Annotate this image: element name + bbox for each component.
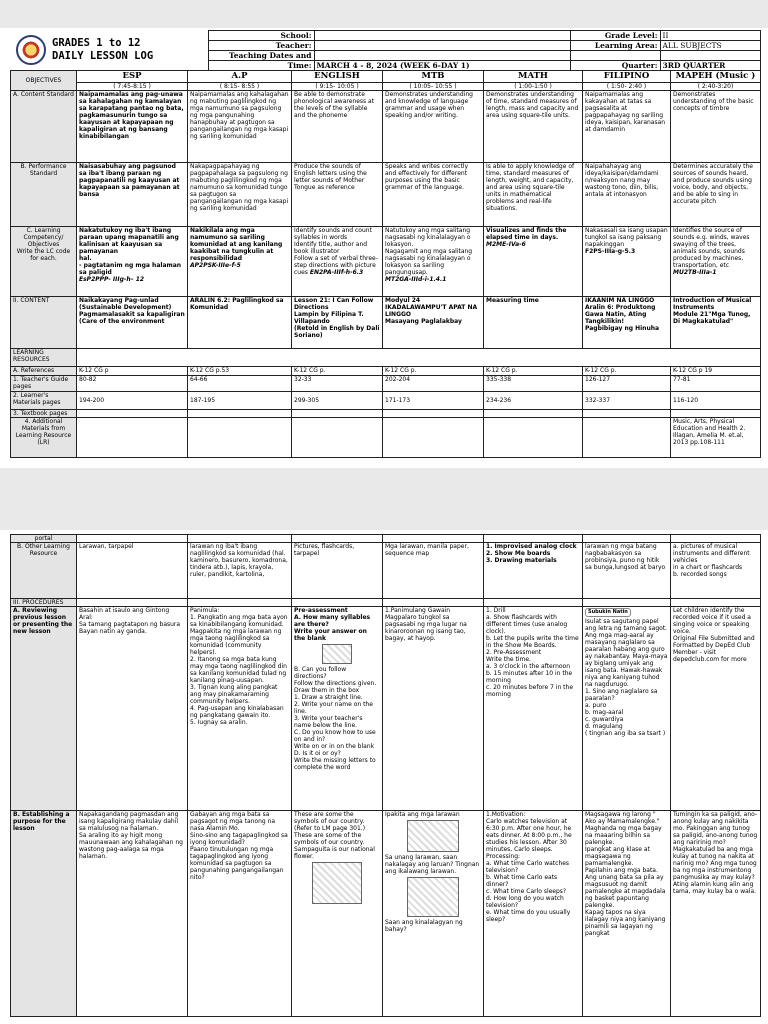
competency-esp-text: Nakatutukoy ng iba't ibang paraan upang mapanatili ang kalinisan at kaayusan sa pamayanan hal. - pagtatanim ng mga halaman sa paligid — [79, 227, 182, 276]
teacher-value — [314, 41, 570, 51]
content-math: Measuring time — [484, 297, 583, 349]
competency-mapeh-code: MU2TB-IIIa-1 — [673, 269, 717, 276]
row-establishing — [11, 811, 761, 1017]
row-performance-standard — [11, 163, 761, 227]
references-ap: K-12 CG p.53 — [188, 367, 292, 376]
subukin-natin-tag: Subukin Natin — [585, 608, 631, 617]
other-mapeh: a. pictures of musical instruments and different vehicles in a chart or flashcards b. recorded songs — [671, 543, 761, 599]
lm-filipino: 332-337 — [583, 392, 671, 410]
competency-math-text: Visualizes and finds the elapsed time in days. — [486, 227, 567, 241]
reviewing-math: 1. Drill a. Show flashcards with different times (use analog clock). b. Let the pupils write the time in the Show Me Boards. 2. Pre-Assessment Write the time. a. 3 o'clock in the afternoon b. 15 minutes after 10 in the morning c. 20 minutes before 7 in the morning — [484, 607, 583, 811]
other-esp: Larawan, tarpapel — [77, 543, 188, 599]
lesson-log-page-2 — [0, 530, 768, 1024]
other-math: 1. Improvised analog clock 2. Show Me boards 3. Drawing materials — [484, 543, 583, 599]
reviewing-english-extra: B. Can you follow directions? Follow the directions given. Draw them in the box 1. Draw a straight line. 2. Write your name on the line. 3. Write your teacher's name below the line. C. Do you know how to use on and in? Write on or in on the blank D. Is it oi or oy? Write the missing letters to complete the word — [294, 666, 377, 771]
time-filipino: ( 1:50- 2:40 ) — [583, 83, 671, 91]
time-english: ( 9:15- 10:05 ) — [292, 83, 383, 91]
row-references — [11, 367, 761, 376]
references-math: K-12 CG p. — [484, 367, 583, 376]
competency-esp — [77, 227, 188, 297]
tg-filipino: 126-127 — [583, 376, 671, 392]
content-standard-filipino: Naipamamalas ang kakayahan at tatas sa pagsasalita at pagpapahayag ng sariling ideya, kaisipan, karanasan at damdamin — [583, 91, 671, 163]
row-textbook — [11, 410, 761, 418]
time-ap: ( 8:15- 8:55 ) — [188, 83, 292, 91]
subject-math: MATH — [484, 71, 583, 83]
references-filipino: K-12 CG p. — [583, 367, 671, 376]
establishing-esp: Napakagandang pagmasdan ang isang kapaligirang makulay dahil sa malulusog na halaman. Sa araling ito ay higit mong mauunawaan ang kahalagahan ng wastong pag-aalaga sa mga halaman. — [77, 811, 188, 1017]
learners-materials-label: 2. Learner's Materials pages — [11, 392, 77, 410]
row-other-resources — [11, 543, 761, 599]
school-label: School: — [208, 31, 314, 41]
performance-standard-esp: Naisasabuhay ang pagsunod sa iba't ibang paraan ng pagpapanatili ng kaayusan at kapayapaan sa pamayanan at bansa — [77, 163, 188, 227]
subject-esp: ESP — [77, 71, 188, 83]
establishing-filipino: Magsagawa ng larong " Ako ay Mamamalengke." Maghanda ng mga bagay na maaaring bilhin sa palengke. Ipangkat ang klase at magsagawa ng pamamalengke. Papilahin ang mga bata. Ang unang bata sa pila ay magsusuot ng damit pamalengke at magdadala ng basket papuntang palengke. Kapag tapos na siya ilalagay niya ang kaniyang pinamili sa lagayan ng pangkat — [583, 811, 671, 1017]
references-english: K-12 CG p. — [292, 367, 383, 376]
lesson-table-1 — [10, 70, 761, 458]
content-standard-math: Demonstrates understanding of time, standard measures of length, mass and capacity and area using square-tile units. — [484, 91, 583, 163]
performance-standard-label: B. Performance Standard — [11, 163, 77, 227]
competency-math-code: M2ME-IVa-6 — [486, 241, 526, 248]
lm-math: 234-236 — [484, 392, 583, 410]
mtb-caption-1: Sa unang larawan, saan nakalagay ang laruan? Tingnan ang ikalawang larawan. — [385, 854, 480, 875]
competencies-label-text: C. Learning Competency/ Objectives — [23, 227, 64, 248]
dates-value: MARCH 4 - 8, 2024 (WEEK 6-DAY 1) — [314, 61, 570, 71]
subject-ap: A.P — [188, 71, 292, 83]
content-ap: ARALIN 6.2: Paglilingkod sa Komunidad — [188, 297, 292, 349]
lm-mapeh: 116-120 — [671, 392, 761, 410]
teachers-guide-label: 1. Teacher's Guide pages — [11, 376, 77, 392]
teacher-label: Teacher: — [208, 41, 314, 51]
competency-mtb — [383, 227, 484, 297]
portal-label: portal — [11, 535, 77, 543]
tg-english: 32-33 — [292, 376, 383, 392]
learning-resources-label: LEARNING RESOURCES — [11, 349, 77, 367]
competency-english-text: Identify sounds and count syllables in words Identify title, author and book illustrator Follow a set of verbal three-step directions with picture cues — [294, 227, 378, 276]
establishing-mtb-text: Ipakita ang mga larawan — [385, 811, 460, 818]
house-picture — [407, 877, 459, 917]
references-label: A. References — [11, 367, 77, 376]
competency-ap — [188, 227, 292, 297]
school-value — [314, 31, 570, 41]
time-esp: ( 7:45-8:15 ) — [77, 83, 188, 91]
reviewing-english — [292, 607, 383, 811]
performance-standard-ap: Nakapagpapahayag ng pagpapahalaga sa pagsulong ng mabuting paglilingkod ng mga namumuno sa komunidad tungo sa pagtugon sa pangangailangan ng mga kasapi ng sariling komunidad — [188, 163, 292, 227]
subject-mapeh: MAPEH (Music ) — [671, 71, 761, 83]
competency-filipino — [583, 227, 671, 297]
textbook-label: 3. Textbook pages — [11, 410, 77, 418]
competency-ap-code: AP2PSK-IIIe-f-5 — [190, 262, 241, 269]
time-label: Time: — [208, 61, 314, 71]
header-logo-title — [10, 31, 208, 71]
dates-label: Teaching Dates and — [208, 51, 314, 61]
establishing-math: 1.Motivation: Carlo watches television at 6:30 p.m. After one hour, he eats dinner. At 8:00 p.m., he studies his lesson. After 30 minutes, Carlo sleeps. Processing: a. What time Carlo watches television? b. What time Carlo eats dinner? c. What time Carlo sleeps? d. How long do you watch television? e. What time do you usually sleep? — [484, 811, 583, 1017]
content-esp: Naikakayang Pag-unlad (Sustainable Development) Pagmamalasakit sa kapaligiran (Care of the environment — [77, 297, 188, 349]
competency-english-code: EN2PA-IIIf-h-6.3 — [309, 269, 364, 276]
competency-mapeh-text: Identifies the source of sounds e.g. winds, waves swaying of the trees, animals sounds, sounds produced by machines, transportation, etc — [673, 227, 750, 269]
grade-level-label: Grade Level: — [570, 31, 660, 41]
additional-label: 4. Additional Materials from Learning Resource (LR) — [11, 418, 77, 458]
competencies-note: Write the LC code for each. — [13, 248, 74, 262]
lesson-table-2 — [10, 534, 761, 1017]
performance-standard-english: Produce the sounds of English letters using the letter sounds of Mother Tongue as reference — [292, 163, 383, 227]
objectives-label: OBJECTIVES — [11, 71, 77, 91]
row-content — [11, 297, 761, 349]
other-mtb: Mga larawan, manila paper, sequence map — [383, 543, 484, 599]
mtb-caption-2: Saan ang kinalalagyan ng bahay? — [385, 919, 463, 933]
learning-area-label: Learning Area: — [570, 41, 660, 51]
doc-title-line2: DAILY LESSON LOG — [52, 49, 154, 62]
tg-esp: 80-82 — [77, 376, 188, 392]
competency-mapeh — [671, 227, 761, 297]
competencies-label — [11, 227, 77, 297]
lm-mtb: 171-173 — [383, 392, 484, 410]
tg-mapeh: 77-81 — [671, 376, 761, 392]
row-additional — [11, 418, 761, 458]
additional-mapeh: Music, Arts, Physical Education and Health 2. Illagan, Amelia M. et.al, 2013 pp.108-111 — [671, 418, 761, 458]
row-reviewing — [11, 607, 761, 811]
row-teachers-guide — [11, 376, 761, 392]
tg-math: 335-338 — [484, 376, 583, 392]
deped-seal-icon — [16, 35, 46, 65]
competency-mtb-text: Natutukoy ang mga salitang nagsasabi ng kinalalagyan o lokasyon. Nagagamit ang mga salitang nagsasabi ng kinalalagyan o lokasyon sa sariling pangungusap. — [385, 227, 473, 276]
establishing-ap: Gabayan ang mga bata sa pagsagot ng mga tanong na nasa Alamin Mo. Sino-sino ang tagapaglingkod sa iyong komunidad? Paano tinutulungan ng mga tagapaglingkod ang iyong komunidad sa pagtugon sa pangunahing pangangailangan nito? — [188, 811, 292, 1017]
time-mtb: ( 10:05- 10:55 ) — [383, 83, 484, 91]
other-english: Pictures, flashcards, tarpapel — [292, 543, 383, 599]
content-standard-label: A. Content Standard — [11, 91, 77, 163]
content-standard-esp: Naipamamalas ang pag-unawa sa kahalagahan ng kamalayan sa karapatang pantao ng bata, pagkamasunurin tungo sa kaayusan at kapayapaan ng kapaligiran at ng bansang kinabibilangan — [77, 91, 188, 163]
reviewing-filipino — [583, 607, 671, 811]
content-standard-english: Be able to demonstrate phonological awareness at the levels of the syllable and the phoneme — [292, 91, 383, 163]
row-content-standard — [11, 91, 761, 163]
performance-standard-filipino: Naipahahayag ang ideya/kaisipan/damdami n/reaksyon nang may wastong tono, diin, bilis, antala at intonasyon — [583, 163, 671, 227]
subject-filipino: FILIPINO — [583, 71, 671, 83]
content-label: II. CONTENT — [11, 297, 77, 349]
references-mapeh: K-12 CG p 19 — [671, 367, 761, 376]
learning-area-value: ALL SUBJECTS — [660, 41, 760, 51]
content-filipino: IKAANIM NA LINGGO Aralin 6: Produktong Gawa Natin, Ating Tangkilikin! Pagbibigay ng Hinuha — [583, 297, 671, 349]
establishing-english — [292, 811, 383, 1017]
competency-mtb-code: MT2GA-IIId-i-1.4.1 — [385, 276, 447, 283]
content-standard-mtb: Demonstrates understanding and knowledge of language grammar and usage when speaking and/or writing. — [383, 91, 484, 163]
reviewing-mapeh: Let children identify the recorded voice if it used a singing voice or speaking voice. Original File Submitted and Formatted by DepEd Club Member - visit depedclub.com for more — [671, 607, 761, 811]
establishing-mtb — [383, 811, 484, 1017]
reviewing-label: A. Reviewing previous lesson or presenting the new lesson — [11, 607, 77, 811]
quarter-value: 3RD QUARTER — [660, 61, 760, 71]
content-standard-mapeh: Demonstrates understanding of the basic concepts of timbre — [671, 91, 761, 163]
reviewing-filipino-text: Isulat sa sagutang papel ang letra ng tamang sagot. Ang mga mag-aaral ay masayang naglalaro sa paaralan habang ang guro ay nakabantay. Maya-maya ay biglang umiyak ang isang bata. Hawak-hawak niya ang kaniyang tuhod na nagdurugo. 1. Sino ang naglalaro sa paaralan? a. puro b. mag-aaral c. guwardiya d. magulang ( tingnan ang iba sa tsart ) — [585, 618, 668, 737]
competency-math — [484, 227, 583, 297]
competency-filipino-text: Nakasasali sa isang usapan tungkol sa isang paksang napakinggan — [585, 227, 668, 248]
header-table — [10, 30, 761, 71]
dates-blank — [314, 51, 570, 61]
other-ap: larawan ng iba't ibang naglilingkod sa komunidad (hal. kaminero, basurero, komadrona, tindera atb.), lapis, krayola, ruler, pandikit, kartolina, — [188, 543, 292, 599]
lesson-log-page-1 — [0, 28, 768, 468]
other-filipino: larawan ng mga batang nagbabakasyon sa probinsiya, puno ng hitik sa bunga,lungsod at baryo — [583, 543, 671, 599]
sampaguita-picture — [312, 862, 362, 904]
lm-ap: 187-195 — [188, 392, 292, 410]
references-mtb: K-12 CG p. — [383, 367, 484, 376]
lm-esp: 194-200 — [77, 392, 188, 410]
doc-title-line1: GRADES 1 to 12 — [52, 36, 141, 49]
competency-filipino-code: F2PS-IIIa-g-5.3 — [585, 248, 636, 255]
content-mtb: Modyul 24 IKADALAWAMPU'T APAT NA LINGGO Masayang Paglalakbay — [383, 297, 484, 349]
performance-standard-mtb: Speaks and writes correctly and effectively for different purposes using the basic grammar of the language. — [383, 163, 484, 227]
establishing-label: B. Establishing a purpose for the lesson — [11, 811, 77, 1017]
performance-standard-math: Is able to apply knowledge of time, standard measures of length, weight, and capacity, and area using square-tile units in mathematical problems and real-life situations. — [484, 163, 583, 227]
reviewing-mtb: 1.Panimulang Gawain Magpalaro tungkol sa pagsasabi ng mga lugar na kinaroroonan ng isang tao, bagay, at hayop. — [383, 607, 484, 811]
tg-mtb: 202-204 — [383, 376, 484, 392]
row-learners-materials — [11, 392, 761, 410]
content-standard-ap: Naipamamalas ang kahalagahan ng mabuting paglilingkod ng mga namumuno sa pagsulong ng mga pangunahing hanapbuhay at pagtugon sa pangangailangan ng mga kasapi ng sariling komunidad — [188, 91, 292, 163]
establishing-english-text: These are some the symbols of our country. (Refer to LM page 301.) These are some of the symbols of our country. Sampaguita is our national flower. — [294, 811, 375, 860]
reviewing-english-text: Pre-assessment A. How many syllables are there? Write your answer on the blank — [294, 607, 371, 642]
pre-assessment-picture — [322, 644, 352, 664]
time-mapeh: ( 2:40-3:20) — [671, 83, 761, 91]
competency-english — [292, 227, 383, 297]
performance-standard-mapeh: Determines accurately the sources of sounds heard, and produce sounds using voice, body, and objects, and be able to sing in accurate pitch — [671, 163, 761, 227]
establishing-mapeh: Tumingin ka sa paligid, ano-anong kulay ang nakikita mo. Pakinggan ang tunog sa paligid, ano-anong tunog ang naririnig mo? Magkakatulad ba ang mga kulay at tunog na nakita at narinig mo? Ang mga tunog ba ng mga instrumentong pangmusika ay may kulay? Ating alamin kung alin ang tama, may kulay ba o wala. — [671, 811, 761, 1017]
quarter-label: Quarter: — [570, 61, 660, 71]
row-learning-resources — [11, 349, 761, 367]
subject-mtb: MTB — [383, 71, 484, 83]
procedures-label: III. PROCEDURES — [11, 599, 77, 607]
tg-ap: 64-66 — [188, 376, 292, 392]
reviewing-ap: Panimula: 1. Pangkatin ang mga bata ayon sa kinabibilangang komunidad. Magpakita ng mga larawan ng mga taong naglilingkod sa komunidad (community helpers). 2. Itanong sa mga bata kung may mga taong naglilingkod din sa kanilang komunidad tulad ng kanilang pinag-uusapan. 3. Tignan kung aling pangkat ang may pinakamaraming community helpers. 4. Pag-usapan ang kinalabasan ng pangkatang gawain ito. 5. Iugnay sa aralin. — [188, 607, 292, 811]
lm-english: 299-305 — [292, 392, 383, 410]
content-mapeh: Introduction of Musical Instruments Module 21"Mga Tunog, Di Magkakatulad" — [671, 297, 761, 349]
competency-ap-text: Nakikilala ang mga namumuno sa sariling komunidad at ang kanilang kaakibat na tungkulin at responsibilidad — [190, 227, 283, 262]
subject-english: ENGLISH — [292, 71, 383, 83]
competency-esp-code: EsP2PPP- IIIg-h– 12 — [79, 276, 145, 283]
row-competencies — [11, 227, 761, 297]
reviewing-esp: Basahin at isaulo ang Gintong Aral: Sa tamang pagtatapon ng basura Bayan natin ay ganda. — [77, 607, 188, 811]
grade-level-value: II — [660, 31, 760, 41]
other-resources-label: B. Other Learning Resource — [11, 543, 77, 599]
references-esp: K-12 CG p — [77, 367, 188, 376]
time-math: ( 1:00-1:50 ) — [484, 83, 583, 91]
toy-location-picture — [407, 820, 459, 852]
content-english: Lesson 21: I Can Follow Directions Lampin by Filipina T. Villapando (Retold in English by Dali Soriano) — [292, 297, 383, 349]
